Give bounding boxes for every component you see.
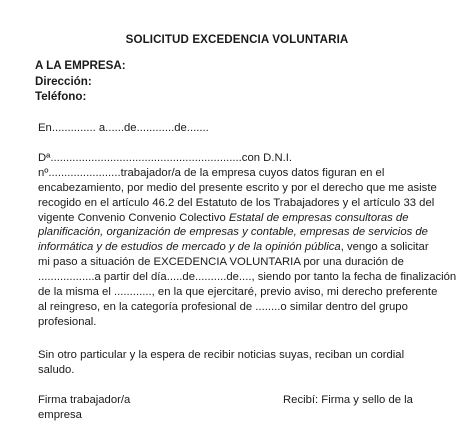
signature-company-receipt: Recibí: Firma y sello de la bbox=[283, 394, 413, 406]
paragraph-line bbox=[38, 166, 418, 181]
paragraph-line bbox=[38, 151, 418, 166]
addressee-address: Dirección: bbox=[35, 74, 92, 88]
closing-line: Sin otro particular y la espera de recibir noticias suyas, reciban un cordial bbox=[38, 349, 405, 361]
paragraph-text-segment: Dª.............................................................con D.N.I. bbox=[38, 152, 293, 164]
paragraph-text-segment: Estatal de empresas consultoras de bbox=[228, 211, 409, 224]
signature-employee-line: empresa bbox=[38, 408, 82, 421]
signature-employee bbox=[38, 393, 130, 423]
addressee-block bbox=[35, 58, 126, 105]
addressee-phone: Teléfono: bbox=[35, 90, 87, 104]
paragraph-line bbox=[38, 196, 435, 211]
addressee-company: A LA EMPRESA: bbox=[35, 59, 126, 72]
place-date-line: En.............. a......de............de....... bbox=[38, 122, 209, 134]
paragraph-text-segment: profesional. bbox=[38, 315, 97, 328]
paragraph-text-segment: vigente Convenio Convenio Colectivo bbox=[38, 211, 229, 224]
paragraph-text-segment: mi paso a situación de EXCEDENCIA VOLUNTARIA por una duración de bbox=[38, 256, 404, 269]
paragraph-text-segment: ..................a partir del día.....de..........de...., siendo por tanto la fecha de finalización bbox=[38, 271, 457, 284]
paragraph-line bbox=[38, 285, 438, 300]
closing-paragraph bbox=[38, 348, 428, 378]
paragraph-text-segment: , vengo a solicitar bbox=[340, 241, 429, 254]
paragraph-line bbox=[38, 300, 418, 315]
paragraph-line bbox=[38, 255, 418, 270]
paragraph-text-segment: de la misma el ............, en la que ejercitaré, previo aviso, mi derecho preferente bbox=[38, 286, 438, 299]
paragraph-line bbox=[38, 240, 429, 255]
paragraph-line bbox=[38, 181, 437, 196]
document-title: SOLICITUD EXCEDENCIA VOLUNTARIA bbox=[125, 33, 349, 46]
signature-employee-line: Firma trabajador/a bbox=[38, 394, 131, 406]
paragraph-line bbox=[38, 315, 418, 330]
paragraph-line bbox=[38, 225, 428, 240]
paragraph-line bbox=[38, 270, 457, 285]
paragraph-text-segment: nº.......................trabajador/a de la empresa cuyos datos figuran en el bbox=[38, 166, 385, 179]
paragraph-text-segment: planificación, organización de empresas y contable, empresas de servicios de bbox=[38, 226, 428, 239]
request-paragraph bbox=[38, 151, 457, 330]
paragraph-text-segment: recogido en el artículo 46.2 del Estatuto de los Trabajadores y el artículo 33 del bbox=[38, 196, 435, 209]
paragraph-text-segment: al reingreso, en la categoría profesional de ........o similar dentro del grupo bbox=[38, 300, 408, 313]
paragraph-text-segment: informática y de estudios de mercado y de la opinión pública bbox=[38, 241, 341, 254]
closing-line: saludo. bbox=[38, 363, 75, 376]
paragraph-text-segment: encabezamiento, por medio del presente escrito y por el derecho que me asiste bbox=[38, 181, 437, 194]
paragraph-line bbox=[38, 211, 418, 226]
